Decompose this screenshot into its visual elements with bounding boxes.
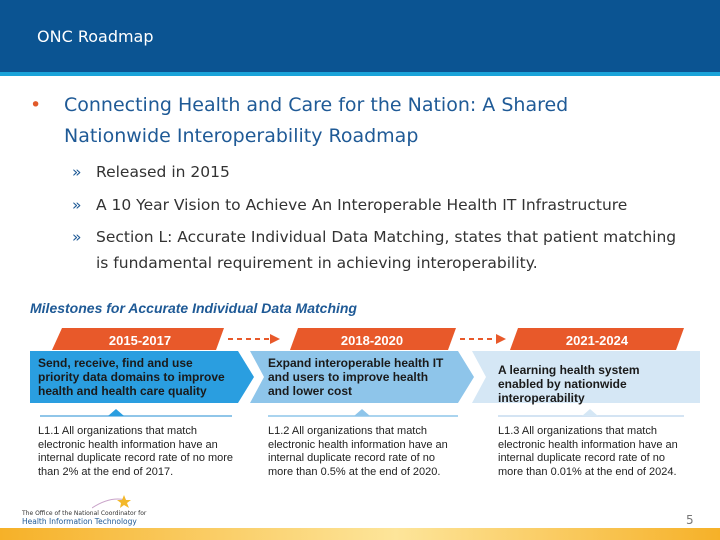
onc-logo: The Office of the National Coordinator for Health Information Technology — [22, 498, 146, 526]
phase-years: 2018-2020 — [340, 333, 404, 348]
chevron-icon: » — [72, 228, 82, 246]
chevron-icon: » — [72, 163, 82, 181]
sub-bullet: » A 10 Year Vision to Achieve An Interoperable Health IT Infrastructure — [72, 192, 692, 218]
sub-bullet: » Released in 2015 — [72, 159, 692, 185]
phase-goal: A learning health system enabled by nationwide interoperability — [498, 363, 640, 405]
bullet-icon: • — [30, 94, 42, 116]
page-number: 5 — [686, 513, 694, 527]
phase-years: 2015-2017 — [108, 333, 172, 348]
milestone-text: L1.2 All organizations that match electronic health information have an internal duplicate record rate of no more than 0.5% at the end of 2020. — [268, 425, 448, 478]
milestone-text: L1.3 All organizations that match electronic health information have an internal duplicate record rate of no more than 0.01% at the end of 2024. — [498, 425, 678, 478]
footer-bar — [0, 528, 720, 540]
star-icon — [92, 494, 132, 512]
slide-title: ONC Roadmap — [37, 27, 154, 46]
phase-years: 2021-2024 — [565, 333, 629, 348]
chevron-icon: » — [72, 196, 82, 214]
phase-goal: Expand interoperable health IT and users to improve health and lower cost — [268, 356, 444, 398]
milestone-text: L1.1 All organizations that match electronic health information have an internal duplicate record rate of no more than 2% at the end of 2017. — [38, 425, 234, 478]
sub-bullet: » Section L: Accurate Individual Data Matching, states that patient matching is fundamental requirement in achieving interoperability. — [72, 224, 692, 276]
phase-goal: Send, receive, find and use priority data domains to improve health and health care quality — [38, 356, 225, 398]
main-bullet: • Connecting Health and Care for the Nation: A Shared Nationwide Interoperability Roadmap — [30, 90, 630, 152]
milestones-title: Milestones for Accurate Individual Data Matching — [30, 300, 357, 316]
